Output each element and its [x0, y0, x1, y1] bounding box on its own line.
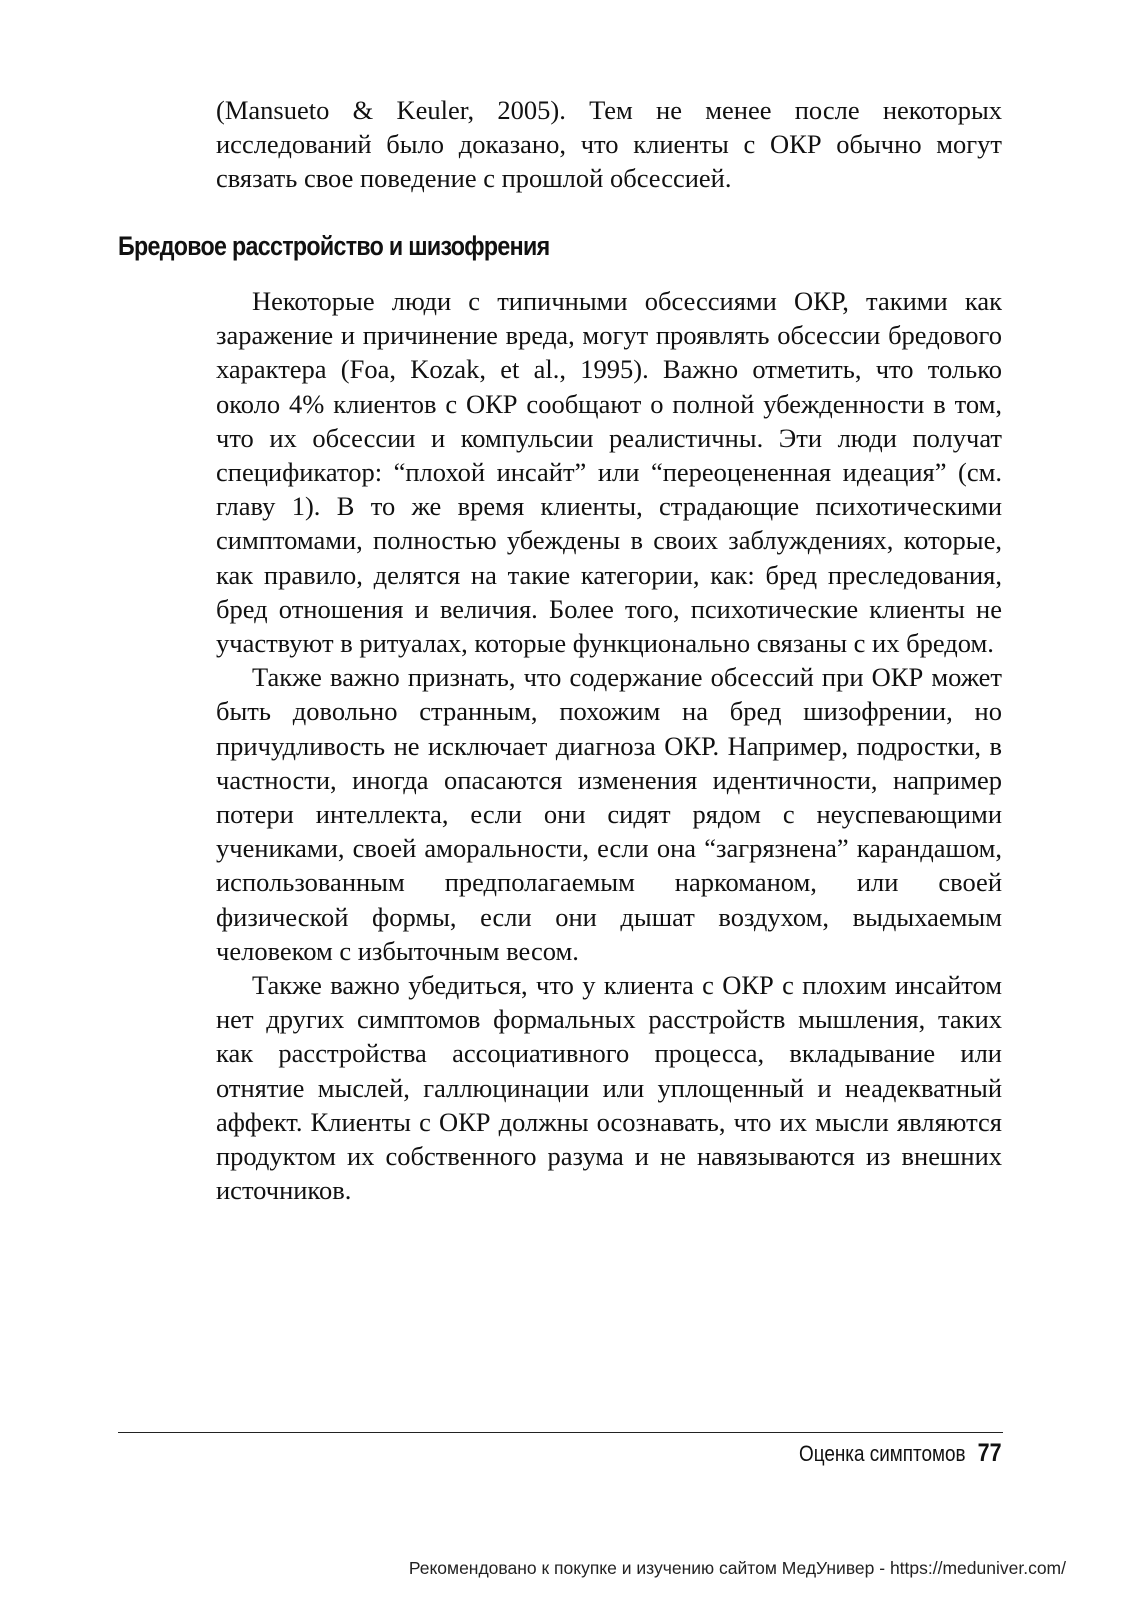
intro-block: [216, 93, 1002, 196]
section-heading: Бредовое расстройство и шизофрения: [118, 231, 550, 261]
body-paragraph: Некоторые люди с типичными обсессиями ОКР, такими как заражение и причинение вреда, могут проявлять обсессии бредового характера (Foa, Kozak, et al., 1995). Важно отметить, что только около 4% клиентов с ОКР сообщают о полной убежденности в том, что их обсессии и компульсии реалистичны. Эти люди получат спецификатор: “плохой инсайт” или “переоцененная идеация” (см. главу 1). В то же время клиенты, страдающие психотическими симптомами, полностью убеждены в своих заблуждениях, которые, как правило, делятся на такие категории, как: бред преследования, бред отношения и величия. Более того, психотические клиенты не участвуют в ритуалах, которые функционально связаны с их бредом.: [216, 286, 1002, 659]
running-title: Оценка симптомов: [799, 1441, 967, 1466]
page-number: 77: [978, 1439, 1002, 1467]
body-paragraph: Также важно убедиться, что у клиента с ОКР с плохим инсайтом нет других симптомов формальных расстройств мышления, таких как расстройства ассоциативного процесса, вкладывание или отнятие мыслей, галлюцинации или уплощенный и неадекватный аффект. Клиенты с ОКР должны осознавать, что их мысли являются продуктом их собственного разума и не навязываются из внешних источников.: [216, 970, 1002, 1206]
running-footer: [799, 1436, 1002, 1471]
body-paragraph: Также важно признать, что содержание обсессий при ОКР может быть довольно странным, похожим на бред шизофрении, но причудливость не исключает диагноза ОКР. Например, подростки, в частности, иногда опасаются изменения идентичности, например потери интеллекта, если они сидят рядом с неуспевающими учениками, своей аморальности, если она “загрязнена” карандашом, использованным предполагаемым наркоманом, или своей физической формы, если они дышат воздухом, выдыхаемым человеком с избыточным весом.: [216, 662, 1002, 966]
footer-divider: [118, 1432, 1003, 1433]
section-body: [216, 284, 1002, 1207]
intro-paragraph: (Mansueto & Keuler, 2005). Тем не менее после некоторых исследований было доказано, что клиенты с ОКР обычно могут связать свое поведение с прошлой обсессией.: [216, 95, 1002, 194]
watermark-text: Рекомендовано к покупке и изучению сайтом МедУнивер - https://meduniver.com/: [408, 1558, 1066, 1578]
